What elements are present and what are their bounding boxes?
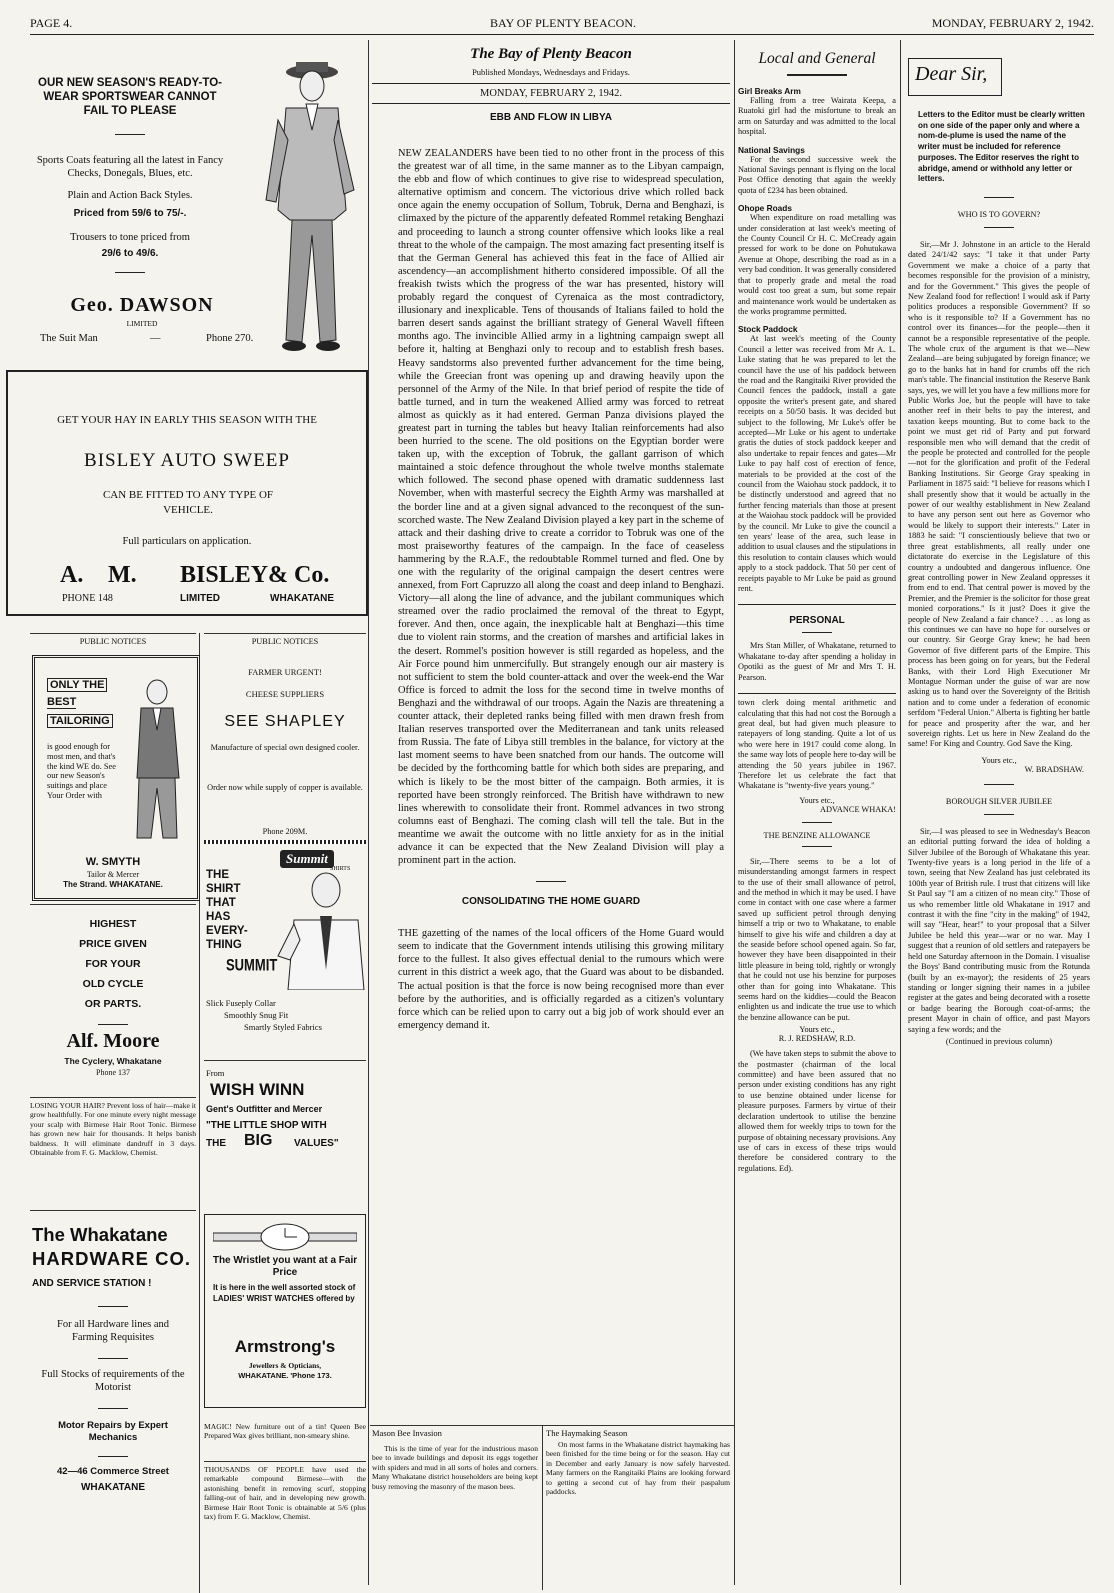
dawson-limited: LIMITED — [126, 319, 158, 328]
moore-line: OLD CYCLE — [82, 978, 144, 990]
letter1-body: Sir,—Mr J. Johnstone in an article to the Herald dated 24/1/42 says: "I take it that under Party Government we make a choice of a party that becomes responsible for the provision of a ministry, and for the Government." This gives the people of New Zealand food for reflection! I would ask if Party politics produces a responsible Government? If so who is it responsible to? If a Government has no control over its finances—for the people—then it cannot be a responsible representative of the people. The whole crux of the argument is that we—New Zealand—are being subjugated by foreign finance; we go to the banks hat in hand for crumbs off the rich man's table. The financial institution the Reserve Bank says, yes, we will let you have a few millions more for Public Works Joe, but the people will have to take another reef in their belts to pay the interest, and taxation keeps mounting. But to come back to the point we must get rid of Party and put forward responsible men who will demand that the credit of the people be protected and controlled for the people—not for the glorification and profit of the Federal Banking Institutions. Sir George Gray speaking in Parliament in 1875 said: "I believe for reasons which I shall presently show that it would be actually in the power of our wealthy establishment in New Zealand to have any person sent out here as Governor who would be likely to support their interests." Later in 1883 he said: "I conscientiously believe that two or three great establishments, all really under one dictatorate do exercise in the Legislature of this country a undoubted and dangerous influence. One great controlling power in New Zealand oppresses it from end to end. That central power is moved by the Premier, and the Premier is the solicitor for those great monied corporations." Is it just? Does it give the people of New Zealand a fair chance? . . . as long as this continues we can have no hope for ourselves or our country. Sir George Gray knew; he had been Governor of five different parts of the Empire. This process has been going on for years, but the Federal Banks, with their Lord High Executioner Mr Montague Norman under the guise of war are now asking us to hand over the Sovereignty of the British nation and to come under a federation of economic serfdom "Federal Union." Alberta is fighting her battle for peace and prosperity after the war, and her sovereign rights. Let us here in New Zealand do the same! For King and Country. God Save the King. — [908, 239, 1090, 749]
dawson-dash: — — [150, 333, 161, 344]
dawson-price2: 29/6 to 49/6. — [101, 248, 159, 259]
smyth-name: W. SMYTH — [85, 856, 141, 868]
editorial-body2: THE gazetting of the names of the local officers of the Home Guard would seem to indicate that the Government intends utilising this growing military force to the fullest. It also gives effectual denial to the rumours which were current in this district a week ago, that the Guard was about to be disbanded. The actual position is that the force is now being recognised more than ever before by the authorities, and is officially regarded as a citizen's voluntary force which can be relied upon to carry out a big job of work should ever an emergency demand it. — [398, 928, 724, 1031]
armstrong-name: Armstrong's — [234, 1337, 336, 1356]
bisley-firm-a: A. — [60, 562, 84, 588]
divider — [787, 74, 847, 76]
bisley-firm-m: M. — [108, 562, 137, 588]
hardware-name2: HARDWARE CO. — [32, 1248, 191, 1269]
divider — [115, 272, 145, 273]
bisley-line3: Full particulars on application. — [122, 536, 252, 547]
smyth-t1: ONLY THE — [47, 678, 107, 692]
local-s4-title: Stock Paddock — [738, 324, 798, 335]
smyth-t2: BEST — [47, 696, 77, 708]
column-rule — [734, 40, 735, 1585]
moore-line: FOR YOUR — [85, 958, 141, 970]
winn-from: From — [206, 1068, 225, 1078]
mason-bee-body: This is the time of year for the industrious mason bee to invade buildings and deposit its eggs together with spiders and mud in all sorts of holes and corners. Many Whakatane district householders are being kept busy removing the masonry of the mason bees. — [372, 1444, 538, 1491]
letter2-body: Sir,—I was pleased to see in Wednesday's Beacon an editorial putting forward the idea of holding a Silver Jubilee of the Borough of Whakatane this year. Twenty-five years is a long period in the life of a town, seeing that New Zealand has just celebrated its 100th year of British rule. I trust that citizens will like St Paul say "I am a citizen of no mean city." Those of us who remember little old Whakatane in 1917 and contrast it with the fine "city in the making" of 1942, will say "Hear, hear!" to your proposal that a Silver Jubilee be held this year—war or no war. May I suggest that a reunion of old settlers and ratepayers be held one Saturday afternoon in the Domain. I visualise the Boys' Band contributing music from the Rotunda (built by an ex-mayor); the residents of 25 years standing or longer signing their names in a jubilee register at the gates and being decorated with a rosette or badge bearing the Borough coat-of-arms; the present Mayor in chain of office, and past Mayors saying a few words; and the — [908, 826, 1090, 1034]
divider — [802, 822, 832, 823]
published-line: Published Mondays, Wednesdays and Fridays. — [472, 67, 630, 77]
summit-logo: Summit — [280, 850, 334, 868]
moore-phone: Phone 137 — [96, 1068, 130, 1077]
cont-sign1: Yours etc., — [799, 795, 835, 805]
summit-f3: Smartly Styled Fabrics — [244, 1022, 322, 1032]
summit-f2: Smoothly Snug Fit — [224, 1010, 289, 1020]
winn-slogan2c: VALUES" — [294, 1138, 339, 1149]
paper-name: BAY OF PLENTY BEACON. — [490, 16, 637, 30]
summit-line: THE — [206, 869, 229, 881]
mason-bee-title: Mason Bee Invasion — [372, 1428, 442, 1438]
letter1-sign1: Yours etc., — [981, 755, 1017, 765]
divider — [802, 846, 832, 847]
divider — [536, 881, 566, 882]
rule — [204, 840, 366, 844]
moore-line: OR PARTS. — [84, 998, 142, 1010]
moore-advert — [30, 904, 196, 1096]
divider — [98, 1358, 128, 1359]
shapley-advert — [204, 655, 366, 835]
dawson-line1: Sports Coats featuring all the latest in Fancy Checks, Donegals, Blues, etc. — [36, 155, 224, 179]
rule — [738, 604, 896, 605]
benzine-sign1: Yours etc., — [799, 1025, 835, 1035]
winn-name: WISH WINN — [210, 1080, 305, 1099]
rule — [204, 1461, 366, 1462]
shapley-phone: Phone 209M. — [262, 827, 308, 836]
hardware-town: WHAKATANE — [80, 1482, 146, 1493]
haymaking-body: On most farms in the Whakatane district haymaking has been finished for the time being or for the season. Hay cut in December and early January is now safely harvested. Many farmers on the Rangitaiki Plains are looking forward to getting a second cut of hay from their paspalum paddocks. — [546, 1440, 730, 1497]
dawson-headline: OUR NEW SEASON'S READY-TO-WEAR SPORTSWEAR CANNOT FAIL TO PLEASE — [38, 77, 222, 117]
rule — [30, 633, 196, 634]
dawson-name: Geo. DAWSON — [70, 294, 214, 316]
winn-trade: Gent's Outfitter and Mercer — [206, 1104, 323, 1114]
local-s2-body: For the second successive week the National Savings pennant is flying on the local Post Office denoting that again the weekly quota of £234 has been obtained. — [738, 154, 896, 195]
summit-line: SHIRT — [206, 883, 241, 895]
bisley-firm-co: & Co. — [268, 562, 330, 588]
letter2-title: BOROUGH SILVER JUBILEE — [945, 796, 1053, 806]
hardware-l2: Full Stocks of requirements of the Motorist — [41, 1369, 185, 1393]
hair-tonic-text: LOSING YOUR HAIR? Prevent loss of hair—make it grow healthfully. For one minute every night message your scalp with Birmese Hair Root Tonic. Birmese has grown new hair for thousands. It helps banish baldness. It will eliminate dandruff in 3 days. Obtainable from F. G. Macklow, Chemist. — [30, 1101, 196, 1158]
column-rule — [900, 40, 901, 1585]
local-s4-body: At last week's meeting of the County Council a letter was received from Mr A. L. Luke stating that he was prepared to let the council have the use of his paddock between the road and the Rangitaiki River provided the Council fences the paddock, install a gate opposite the writer's present gate, and shared receipts on a 50/50 basis. It was decided but subject to the following, Mr Luke's offer be accepted—Mr Luke or his agent to undertake gratis the duties of stock paddock keeper and also undertake to repair fences and gates—Mr Luke to pay half cost of erection of fence, materials to be provided at the cost of the council from the Waiohau stock paddock, it to be distinctly understood and agreed that no further fencing materials than those at present at the Waiohau stock paddock will be provided by the council. Mr Luke to give the council a ten years' lease of the area, such lease in addition to usual clauses and the stipulations in this resolution to contain clauses which would apply to a stock paddock. That 50 per cent of receipts payable to Mr Luke be paid as ground rent. — [738, 334, 896, 594]
page-header — [30, 14, 1094, 35]
haymaking-title: The Haymaking Season — [546, 1428, 628, 1438]
moore-line: PRICE GIVEN — [79, 938, 147, 950]
winn-slogan1: "THE LITTLE SHOP WITH — [206, 1120, 327, 1131]
summit-f1: Slick Fuseply Collar — [206, 998, 276, 1008]
haymaking-story — [546, 1428, 730, 1496]
bisley-line2: CAN BE FITTED TO ANY TYPE OF VEHICLE. — [102, 489, 274, 516]
bisley-product: BISLEY AUTO SWEEP — [84, 450, 290, 471]
hardware-l4: 42—46 Commerce Street — [57, 1466, 169, 1477]
rule — [30, 904, 196, 905]
summit-line: EVERY- — [206, 925, 248, 937]
bisley-advert — [6, 370, 368, 616]
editorial-date: MONDAY, FEBRUARY 2, 1942. — [480, 88, 622, 99]
dawson-price1: Priced from 59/6 to 75/-. — [73, 208, 187, 219]
man-in-suit-illustration — [256, 60, 364, 360]
editorial-title: EBB AND FLOW IN LIBYA — [489, 112, 613, 123]
masthead: The Bay of Plenty Beacon — [470, 46, 632, 62]
header-date: MONDAY, FEBRUARY 2, 1942. — [931, 16, 1094, 30]
column-rule — [368, 40, 369, 1585]
divider — [984, 784, 1014, 785]
dawson-line3: Trousers to tone priced from — [70, 232, 190, 243]
rule — [30, 1097, 196, 1098]
dawson-line2: Plain and Action Back Styles. — [67, 190, 193, 201]
shapley-l3: Manufacture of special own designed cooler. — [210, 743, 360, 752]
rule — [30, 1210, 196, 1211]
thousands-text: THOUSANDS OF PEOPLE have used the remarkable compound Birmese—with the astonishing benefit in removing scurf, stopping falling-out of hair, and in developing new growth. Birmese Hair Root Tonic is obtainable at 5/6 (plus tax) from F. G. Macklow, Chemist. — [204, 1465, 366, 1522]
local-s1-title: Girl Breaks Arm — [738, 86, 801, 96]
bisley-line1: GET YOUR HAY IN EARLY THIS SEASON WITH THE — [57, 414, 317, 426]
dawson-suit-man: The Suit Man — [40, 333, 98, 344]
rule — [372, 83, 730, 84]
bisley-town: WHAKATANE — [270, 593, 335, 604]
editor-note: (We have taken steps to submit the above to the postmaster (chairman of the local committee) and have been assured that no person under existing conditions has any right to use benzine obtained under license for pleasure purposes. Farmers by virtue of their declaration undertook to utilise the benzine allowed them for weekly trips to town for the purpose of obtaining necessary provisions. Any use of cars in excess of these trips would therefore be considered contrary to the regulations. Ed). — [738, 1049, 896, 1173]
letter2-continued: (Continued in previous column) — [945, 1036, 1053, 1046]
shapley-l1: FARMER URGENT! — [248, 667, 322, 677]
summit-line: HAS — [206, 911, 231, 923]
rule — [370, 1425, 734, 1426]
dawson-advert — [30, 44, 364, 362]
divider — [98, 1408, 128, 1409]
divider — [98, 1024, 128, 1025]
summit-shirt-advert — [204, 840, 366, 1060]
hair-tonic-advert — [30, 1097, 196, 1157]
local-heading: Local and General — [758, 50, 876, 67]
shapley-l4: Order now while supply of copper is available. — [207, 783, 363, 792]
benzine-sign2: R. J. REDSHAW, R.D. — [778, 1034, 856, 1044]
winn-advert — [204, 1060, 366, 1160]
smyth-body: is good enough for most men, and that's the kind WE do. See our new Season's suitings and place Your Order with — [47, 742, 116, 800]
column-rule — [542, 1425, 543, 1590]
magic-text: MAGIC! New furniture out of a tin! Queen Bee Prepared Wax gives brilliant, non-smeary shine. — [204, 1422, 366, 1441]
divider — [115, 134, 145, 135]
smyth-advert — [32, 655, 200, 901]
moore-shop: The Cyclery, Whakatane — [64, 1056, 162, 1066]
letter1-sign2: W. BRADSHAW. — [1024, 764, 1084, 774]
rule — [204, 1060, 366, 1061]
winn-slogan2a: THE — [206, 1138, 226, 1149]
summit-line: THING — [206, 939, 242, 951]
rule — [204, 633, 366, 634]
local-general-column — [738, 40, 896, 1174]
moore-lines — [30, 914, 196, 1014]
smyth-t3: TAILORING — [47, 714, 113, 728]
local-s3-title: Ohope Roads — [738, 203, 792, 214]
local-s2-title: National Savings — [738, 144, 805, 155]
editorial-column — [372, 40, 730, 1032]
editorial-body: NEW ZEALANDERS have been tied to no other front in the process of this the greatest war of all time, in the same manner as to the Libyan campaign, the ebb and flow of which continues to give rise to widespread speculation, alternative optimism and concern. The victorious drive which rolled back once again the enemy occupation of Sollum, Tobruk, Derna and Benghazi, is climaxed by the picture of the apparently defeated Rommel retaking Benghazi and proceeding to launch a strong counter offensive which looks like a real threat to the whole of the campaign. The most amazing fact presenting itself is that the German General has achieved this feat in the face of Allied air ascendency—an accomplishment hitherto considered impossible. Of all the freakish twists which the progress of the war has presented, history will probably regard the conquest of Cyrenaica as the most contradictory, illusionary and inexplicable. Tens of thousands of Italians failed to hold the barren desert sands against the brilliant strategy of General Wavell fifteen months ago. The invincible Allied army in a lightning campaign swept all before it, halting at Benghazi only to recoup and to establish fresh bases. Heavy sandstorms also prevented further advancement for the time being, while the Greecian front was opening up and drawing heavily upon the personnel of the Army of the Nile. In that brief period of respite the tide of battle turned, and in turn the weakened Allied army was forced to retreat almost as quickly as it had entered. German Panza divisions played the greatest part in turning the tables but heavy Italian reinforcements had also been hurried to the scene. The old positions on the Egyptian border were taken up, with the exception of Tobruk, the gallant garrison of which maintained a stoic defence throughout the whole twelve months stalemate which followed. The second phase opened with dramatic suddenness last November, when with masterful secrecy the Eighth Army was marshalled at the border line and at a given signal advanced to the reconquest of the sun-scorched waste. The New Zealand Division played a key part in the scheme of attack and their dashing drive to create a corridor to Tobruk was one of the most praiseworthy features of the campaign. In the face of ceaseless hammering by the R.A.F., the redoubtable Rommel turned and fled. One by one with the regularity of the original campaign the desert centres were annexed, from Fort Capruzzo all along the coast and deep inland to Benghazi. Victory—all along the line of advance, and the jubilant communiques which streamed over the radio proclaimed the removal of the threat to Egypt, forever. And then, once again, the inexplicable halt at Benghazi—this time due to violent rain storms, and the creation of marshes and artificial lakes in the desert. Rommel's position however is still regarded as hopeless, and the Air Force pound him unmercifully. But strangely enough our air mastery is not sufficient to stem the bold counter-attack and over the week-end the War Office is forced to admit the loss for the second time in twelve months of Benghazi and the withdrawal of our troops. Again the Nazis are threatening a counter attack, their depleted ranks being filled with men drawn fresh from Italian reserves transported over the Mediterranean and tank units released from Russia. The fate of Libya still trembles in the balance, for victory at the last moment seems to have been snatched from our hands. The outcome will be decided by the forthcoming battle for which both sides are preparing, and which is likely to be the most bitter of the campaign. Both armies, it is reported have been strongly reinforced. The British have withdrawn to new lines wherewith to consolidate their front. Rommel advances in two strong columns east of Benghazi. The coming clash will tell the tale. But in the meantime we await the outcome with no little anxiety for as in the initial advance it can be expected that the New Zealand Division will play a prominent part in the action. — [398, 148, 724, 867]
shapley-name: SEE SHAPLEY — [224, 713, 346, 730]
public-notices-label-left: PUBLIC NOTICES — [79, 637, 147, 646]
personal-body: Mrs Stan Miller, of Whakatane, returned to Whakatane to-day after spending a holiday in Opotiki as the guest of Mr and Mrs T. H. Pearson. — [738, 641, 896, 682]
divider — [98, 1456, 128, 1457]
local-s1-body: Falling from a tree Wairata Keepa, a Ruatoki girl had the misfortune to break an arm on Saturday and was admitted to the local hospital. — [738, 96, 896, 137]
public-notices-label-right: PUBLIC NOTICES — [251, 637, 319, 646]
armstrong-town: WHAKATANE. 'Phone 173. — [238, 1371, 332, 1380]
wristwatch-illustration — [213, 1223, 357, 1251]
winn-slogan2b: BIG — [244, 1132, 273, 1149]
smyth-trade: Tailor & Mercer — [86, 870, 140, 879]
smyth-address: The Strand. WHAKATANE. — [63, 880, 163, 889]
summit-brand: SUMMIT — [226, 954, 278, 975]
summit-lines — [206, 868, 248, 952]
hardware-l3: Motor Repairs by Expert Mechanics — [58, 1420, 168, 1443]
dawson-phone: Phone 270. — [206, 333, 254, 344]
divider — [984, 814, 1014, 815]
furniture-wax-advert — [204, 1422, 366, 1441]
mason-bee-story — [372, 1428, 538, 1491]
bisley-phone: PHONE 148 — [62, 593, 113, 604]
benzine-title: THE BENZINE ALLOWANCE — [763, 830, 871, 840]
hardware-l1: For all Hardware lines and Farming Requisites — [57, 1319, 169, 1343]
armstrong-trade: Jewellers & Opticians, — [248, 1361, 322, 1370]
hardware-sub: AND SERVICE STATION ! — [32, 1278, 152, 1289]
letters-intro: Letters to the Editor must be clearly written on one side of the paper only and where a nom-de-plume is used the name of the writer must be included for reference purposes. The Editor reserves the right to abridge, amend or withhold any letter or letters. — [918, 110, 1085, 184]
summit-logo-small: SHIRTS — [330, 866, 351, 872]
benzine-body: Sir,—There seems to be a lot of misunderstanding amongst farmers in respect to the use of their small allowance of petrol, and the method in which it may be used. I have come in contact with one case where a farmer saved up sufficient petrol through denying himself a trip or two to Whakatane, to enable himself to give his wife and children a day at the seaside before school opened again. So far, however they have been disappointed in their little pleasure in being told, rightly or wrongly that he could not use his benzine for purposes other than for going into Whakatane. This seems hard on the kiddies—could the Beacon enlighten us and indicate the true use to which the benzine allowance can be put. — [738, 856, 896, 1022]
page-number: PAGE 4. — [30, 16, 73, 30]
personal-title: PERSONAL — [789, 615, 845, 627]
armstrong-advert — [204, 1214, 366, 1408]
divider — [984, 227, 1014, 228]
bisley-limited: LIMITED — [180, 593, 220, 604]
bisley-firm-name: BISLEY — [180, 562, 269, 588]
shapley-l2: CHEESE SUPPLIERS — [245, 689, 325, 699]
birmese-advert — [204, 1465, 366, 1521]
armstrong-body: It is here in the well assorted stock of LADIES' WRIST WATCHES offered by — [213, 1283, 356, 1303]
dear-sir-text: Dear Sir, — [915, 63, 988, 85]
shirt-man-illustration — [264, 860, 368, 990]
moore-line: HIGHEST — [89, 918, 137, 930]
divider — [98, 1306, 128, 1307]
divider — [802, 632, 832, 633]
moore-name: Alf. Moore — [66, 1030, 160, 1052]
letters-column — [904, 40, 1094, 1046]
hardware-advert — [30, 1210, 196, 1590]
hardware-name1: The Whakatane — [32, 1224, 168, 1245]
rule — [738, 693, 896, 694]
letter1-title: WHO IS TO GOVERN? — [957, 209, 1041, 219]
divider — [984, 197, 1014, 198]
tailored-man-illustration — [127, 678, 189, 848]
editorial-title2: CONSOLIDATING THE HOME GUARD — [461, 896, 641, 908]
local-s3-body: When expenditure on road metalling was under consideration at last week's meeting of the County Council Cr H. C. McCready again pressed for work to be done on Pohutukawa Avenue at Ohope, describing the road as in a very bad condition. It was generally considered that to properly grade and metal the road would cost too great a sum, but some repair and maintenance work would be undertaken as the works programme permitted. — [738, 213, 896, 316]
summit-line: THAT — [206, 897, 236, 909]
dear-sir-logo — [908, 58, 1002, 96]
jubilee-continued: town clerk doing mental arithmetic and calculating that this had not cost the Borough a great deal, but had given much pleasure to ratepayers of long standing. Quite a lot of us who were here in 1917 could come along. In the same way lots of people here to-day will be attending the 50 years jubilee in 1967. Therefore let us celebrate the fact that Whakatane is "twenty-five years young." — [738, 698, 896, 791]
cont-sign2: ADVANCE WHAKA! — [820, 804, 896, 814]
rule — [372, 103, 730, 104]
armstrong-title: The Wristlet you want at a Fair Price — [212, 1255, 358, 1278]
